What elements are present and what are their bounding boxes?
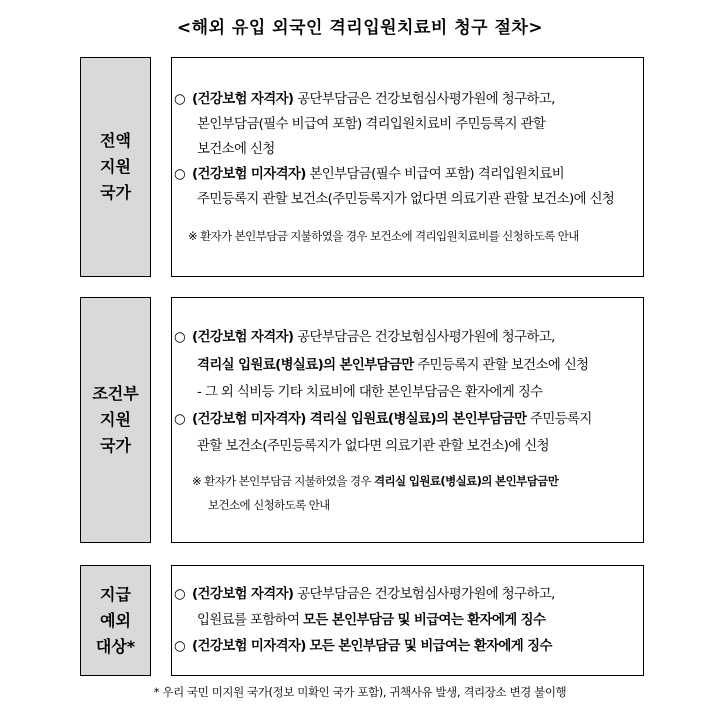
content-exception: [171, 565, 644, 676]
content-full-support: [171, 57, 644, 277]
footnote: * 우리 국민 미지원 국가(정보 미확인 국가 포함), 귀책사유 발생, 격리장소 변경 불이행: [153, 685, 567, 699]
line: 보건소에 신청: [197, 142, 275, 157]
label-conditional-support: [80, 297, 151, 543]
line: ○ (건강보험 자격자) 공단부담금은 건강보험심사평가원에 청구하고,: [174, 330, 555, 345]
line: 주민등록지 관할 보건소(주민등록지가 없다면 의료기관 관할 보건소)에 신청: [197, 192, 615, 207]
line: ○ (건강보험 미자격자) 모든 본인부담금 및 비급여는 환자에게 징수: [174, 639, 552, 654]
label-text: 조건부 지원 국가: [92, 384, 139, 455]
content-conditional-support: [171, 297, 644, 543]
line: ○ (건강보험 미자격자) 본인부담금(필수 비급여 포함) 격리입원치료비: [174, 167, 565, 182]
line: 관할 보건소(주민등록지가 없다면 의료기관 관할 보건소)에 신청: [197, 439, 549, 454]
note: 보건소에 신청하도록 안내: [208, 498, 330, 512]
line: 입원료를 포함하여 모든 본인부담금 및 비급여는 환자에게 징수: [197, 613, 546, 628]
line: - 그 외 식비등 기타 치료비에 대한 본인부담금은 환자에게 징수: [197, 385, 543, 400]
note: ※ 환자가 본인부담금 지불하였을 경우 보건소에 격리입원치료비를 신청하도록 안내: [188, 229, 579, 243]
page-title: <해외 유입 외국인 격리입원치료비 청구 절차>: [176, 18, 544, 38]
label-text: 지급 예외 대상*: [95, 584, 136, 656]
line: 본인부담금(필수 비급여 포함) 격리입원치료비 주민등록지 관할: [197, 117, 546, 132]
label-text: 전액 지원 국가: [100, 131, 131, 202]
label-full-support: [80, 57, 151, 277]
line: ○ (건강보험 미자격자) 격리실 입원료(병실료)의 본인부담금만 주민등록지: [174, 412, 592, 427]
line: ○ (건강보험 자격자) 공단부담금은 건강보험심사평가원에 청구하고,: [174, 587, 555, 602]
label-exception: [80, 565, 151, 676]
line: 격리실 입원료(병실료)의 본인부담금만 주민등록지 관할 보건소에 신청: [197, 358, 589, 373]
line: ○ (건강보험 자격자) 공단부담금은 건강보험심사평가원에 청구하고,: [174, 92, 555, 107]
note: ※ 환자가 본인부담금 지불하였을 경우 격리실 입원료(병실료)의 본인부담금만: [192, 474, 559, 488]
